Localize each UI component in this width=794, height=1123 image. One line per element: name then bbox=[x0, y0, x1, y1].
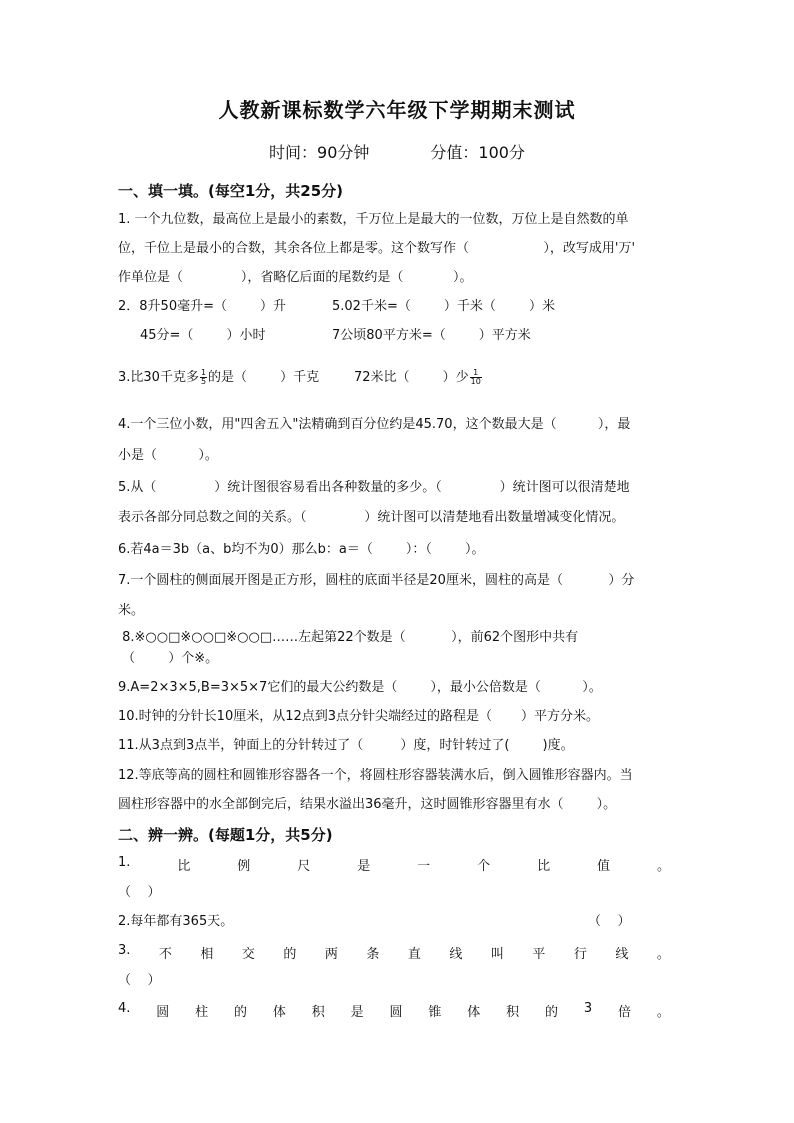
score-label: 分值：100分 bbox=[430, 143, 525, 162]
time-label: 时间：90分钟 bbox=[269, 143, 370, 162]
q3-part-b: 72米比（ ）少 $\frac{1}{10}$ bbox=[354, 368, 481, 386]
q11-line: 11.从3点到3点半，钟面上的分针转过了（ ）度，时针转过了( )度。 bbox=[118, 738, 574, 753]
q4-line1: 4.一个三位小数，用"四舍五入"法精确到百分位约是45.70，这个数最大是（ ），最 bbox=[118, 417, 631, 432]
q6-line: 6.若4a＝3b（a、b均不为0）那么b：a＝（ ）：（ ）。 bbox=[118, 542, 485, 557]
judge-1-paren: （ ） bbox=[118, 885, 161, 900]
q3-line bbox=[118, 368, 680, 388]
q9-line: 9.A=2×3×5,B=3×5×7它们的最大公约数是（ ），最小公倍数是（ ）。 bbox=[118, 680, 602, 695]
judge-2-row: 2.每年都有365天。 （ ） bbox=[118, 912, 680, 932]
q5-line1: 5.从（ ）统计图很容易看出各种数量的多少。（ ）统计图可以很清楚地 bbox=[118, 480, 630, 495]
q2-part-b: 5.02千米=（ ）千米（ ）米 bbox=[332, 299, 555, 314]
q7-line2: 米。 bbox=[118, 603, 145, 618]
q3-fraction-b: $\frac{1}{10}$ bbox=[470, 368, 481, 386]
q3-part-a-post: 的是（ ）千克 bbox=[208, 370, 320, 385]
q2-line2 bbox=[118, 326, 680, 346]
section-judge-heading: 二、辨一辨。(每题1分，共5分) bbox=[118, 826, 333, 844]
exam-title: 人教新课标数学六年级下学期期末测试 bbox=[218, 98, 576, 122]
q2-part-d: 7公顷80平方米=（ ）平方米 bbox=[332, 328, 531, 343]
q4-line2: 小是（ ）。 bbox=[118, 448, 218, 463]
q1-line1: 1. 一个九位数，最高位上是最小的素数，千万位上是最大的一位数，万位上是自然数的单 bbox=[118, 212, 629, 227]
q10-line: 10.时钟的分针长10厘米，从12点到3点分针尖端经过的路程是（ ）平方分米。 bbox=[118, 709, 599, 724]
q12-line1: 12.等底等高的圆柱和圆锥形容器各一个，将圆柱形容器装满水后，倒入圆锥形容器内。当 bbox=[118, 768, 633, 783]
exam-meta bbox=[0, 140, 794, 163]
q2-line1 bbox=[118, 297, 680, 317]
judge-1-row: 1. 比 例 尺 是 一 个 比 值 。 bbox=[118, 855, 670, 874]
q8-line2: （ ）个※。 bbox=[118, 651, 219, 666]
q8-line1: 8.※○○□※○○□※○○□……左起第22个数是（ ），前62个图形中共有 bbox=[118, 630, 579, 645]
judge-2-paren: （ ） bbox=[588, 914, 631, 929]
section-fill-heading: 一、填一填。(每空1分，共25分) bbox=[118, 182, 344, 200]
q1-line2: 位，千位上是最小的合数，其余各位上都是零。这个数写作（ ），改写成用'万' bbox=[118, 241, 636, 256]
q2-part-a: 2．8升50毫升=（ ）升 bbox=[118, 299, 287, 314]
q3-part-a-pre: 3.比30千克多 bbox=[118, 370, 199, 385]
q5-line2: 表示各部分同总数之间的关系。（ ）统计图可以清楚地看出数量增减变化情况。 bbox=[118, 510, 625, 525]
judge-3-row: 3. 不 相 交 的 两 条 直 线 叫 平 行 线 。 bbox=[118, 943, 670, 962]
q3-fraction-a: $\frac{1}{5}$ bbox=[200, 368, 207, 386]
q1-line3: 作单位是（ ），省略亿后面的尾数约是（ ）。 bbox=[118, 270, 473, 285]
judge-4-row: 4. 圆 柱 的 体 积 是 圆 锥 体 积 的 3 倍 。 bbox=[118, 1001, 670, 1020]
q7-line1: 7.一个圆柱的侧面展开图是正方形，圆柱的底面半径是20厘米，圆柱的高是（ ）分 bbox=[118, 573, 635, 588]
q2-part-c: 45分=（ ）小时 bbox=[140, 328, 266, 343]
judge-3-paren: （ ） bbox=[118, 973, 161, 988]
q12-line2: 圆柱形容器中的水全部倒完后，结果水溢出36毫升，这时圆锥形容器里有水（ ）。 bbox=[118, 797, 617, 812]
